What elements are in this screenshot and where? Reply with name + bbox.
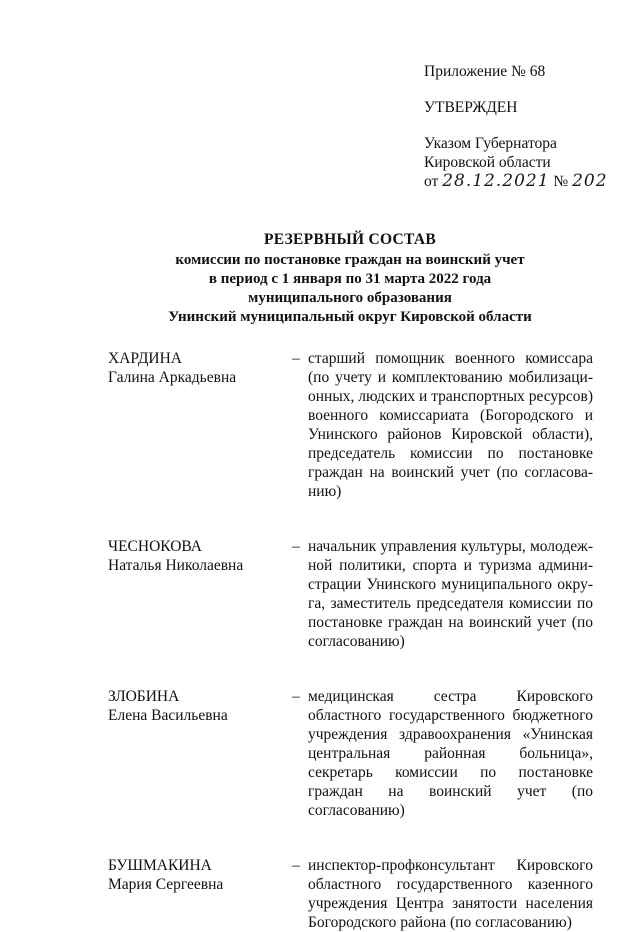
member-description: старший помощник военного комиссара (по учету и комплектованию мобилизационных, людских и транспортных ресурсов) военного комиссариата (Богородского и Унинского районов Кировской области), председатель комиссии по постановке граждан на воинский учет (по согласованию) bbox=[308, 350, 593, 500]
member-name bbox=[108, 856, 283, 894]
member-description: инспектор-профконсультант Кировского областного государственного казенного учреждения Центра занятости населения Богородского района (по согласованию) bbox=[308, 857, 593, 931]
member-dash: – bbox=[292, 538, 300, 555]
decree-line-1: Указом Губернатора bbox=[424, 135, 557, 152]
member-surname: БУШМАКИНА bbox=[108, 857, 212, 874]
member-entry bbox=[108, 687, 608, 820]
member-description: начальник управления культуры, молодежной политики, спорта и туризма администрации Унинского муниципального округа, заместитель председателя комиссии по постановке граждан на воинский учет (по согласованию) bbox=[308, 538, 593, 650]
member-given-name: Наталья Николаевна bbox=[108, 557, 244, 574]
member-entry bbox=[108, 349, 608, 501]
member-surname: ХАРДИНА bbox=[108, 350, 182, 367]
member-name bbox=[108, 349, 283, 387]
title-line-3: в период с 1 января по 31 марта 2022 года bbox=[208, 271, 492, 287]
number-prefix: № bbox=[553, 173, 569, 190]
approved-label: УТВЕРЖДЕН bbox=[424, 99, 518, 116]
appendix-number: Приложение № 68 bbox=[424, 63, 546, 80]
approval-stamp-block bbox=[424, 62, 624, 191]
member-description: медицинская сестра Кировского областного государственного бюджетного учреждения здравоохранения «Унинская центральная районная больница», секретарь комиссии по постановке граждан на воинский учет (по согласованию) bbox=[308, 688, 593, 819]
title-line-2: комиссии по постановке граждан на воинский учет bbox=[175, 252, 525, 268]
member-given-name: Елена Васильевна bbox=[108, 707, 228, 724]
document-title bbox=[60, 230, 640, 327]
decree-date-line bbox=[424, 172, 624, 191]
member-surname: ЗЛОБИНА bbox=[108, 688, 180, 705]
members-list bbox=[108, 349, 608, 932]
member-dash: – bbox=[292, 350, 300, 367]
member-name bbox=[108, 537, 283, 575]
member-given-name: Галина Аркадьевна bbox=[108, 369, 237, 386]
title-line-4: муниципального образования bbox=[248, 290, 452, 306]
title-line-5: Унинский муниципальный округ Кировской области bbox=[168, 309, 532, 325]
decree-line-2: Кировской области bbox=[424, 154, 551, 171]
member-dash: – bbox=[292, 688, 300, 705]
member-entry bbox=[108, 856, 608, 932]
member-entry bbox=[108, 537, 608, 651]
member-given-name: Мария Сергеевна bbox=[108, 876, 224, 893]
member-dash: – bbox=[292, 857, 300, 874]
date-prefix: от bbox=[424, 173, 439, 190]
handwritten-date: 28.12.2021 bbox=[442, 171, 550, 191]
member-name bbox=[108, 687, 283, 725]
title-main: РЕЗЕРВНЫЙ СОСТАВ bbox=[263, 231, 437, 248]
member-surname: ЧЕСНОКОВА bbox=[108, 538, 202, 555]
handwritten-number: 202 bbox=[572, 171, 608, 191]
